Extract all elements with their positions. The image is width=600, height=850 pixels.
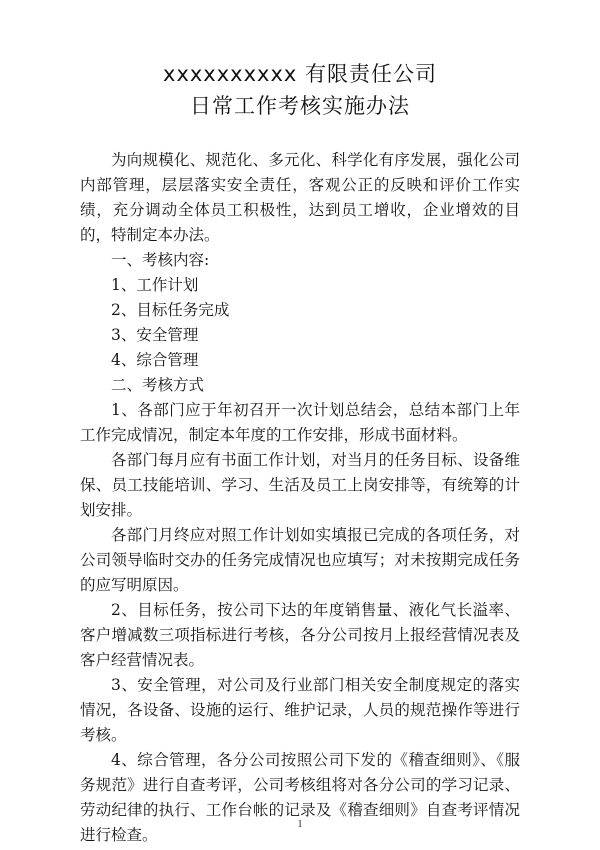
page-number: 1	[297, 818, 303, 830]
list-item: 2、目标任务完成	[111, 301, 230, 319]
paragraph: 各部门月终应对照工作计划如实填报已完成的各项任务，对公司领导临时交办的任务完成情况也应填写；对未按期完成任务的应写明原因。	[80, 526, 520, 594]
section-heading-content: 一、考核内容:	[111, 251, 210, 269]
list-item: 3、安全管理	[111, 326, 199, 344]
paragraph: 3、安全管理，对公司及行业部门相关安全制度规定的落实情况，各设备、设施的运行、维护记录，人员的规范操作等进行考核。	[80, 676, 520, 744]
list-item: 4、综合管理	[111, 351, 199, 369]
company-name: xxxxxxxxxx 有限责任公司	[163, 62, 437, 86]
list-item: 1、工作计划	[111, 276, 199, 294]
intro-paragraph: 为向规模化、规范化、多元化、科学化有序发展，强化公司内部管理，层层落实安全责任，客观公正的反映和评价工作实绩，充分调动全体员工积极性，达到员工增收，企业增效的目的，特制定本办法。	[80, 151, 520, 244]
document-body	[80, 148, 520, 848]
paragraph: 各部门每月应有书面工作计划，对当月的任务目标、设备维保、员工技能培训、学习、生活及员工上岗安排等，有统筹的计划安排。	[80, 451, 520, 519]
paragraph: 1、各部门应于年初召开一次计划总结会，总结本部门上年工作完成情况，制定本年度的工作安排，形成书面材料。	[80, 401, 520, 444]
paragraph: 2、目标任务，按公司下达的年度销售量、液化气长溢率、客户增减数三项指标进行考核，各分公司按月上报经营情况表及客户经营情况表。	[80, 601, 520, 669]
paragraph: 4、综合管理，各分公司按照公司下发的《稽查细则》、《服务规范》进行自查考评，公司考核组将对各分公司的学习记录、劳动纪律的执行、工作台帐的记录及《稽查细则》自查考评情况进行检查。	[80, 751, 520, 844]
document-title: 日常工作考核实施办法	[190, 94, 410, 118]
section-heading-method: 二、考核方式	[111, 376, 205, 394]
